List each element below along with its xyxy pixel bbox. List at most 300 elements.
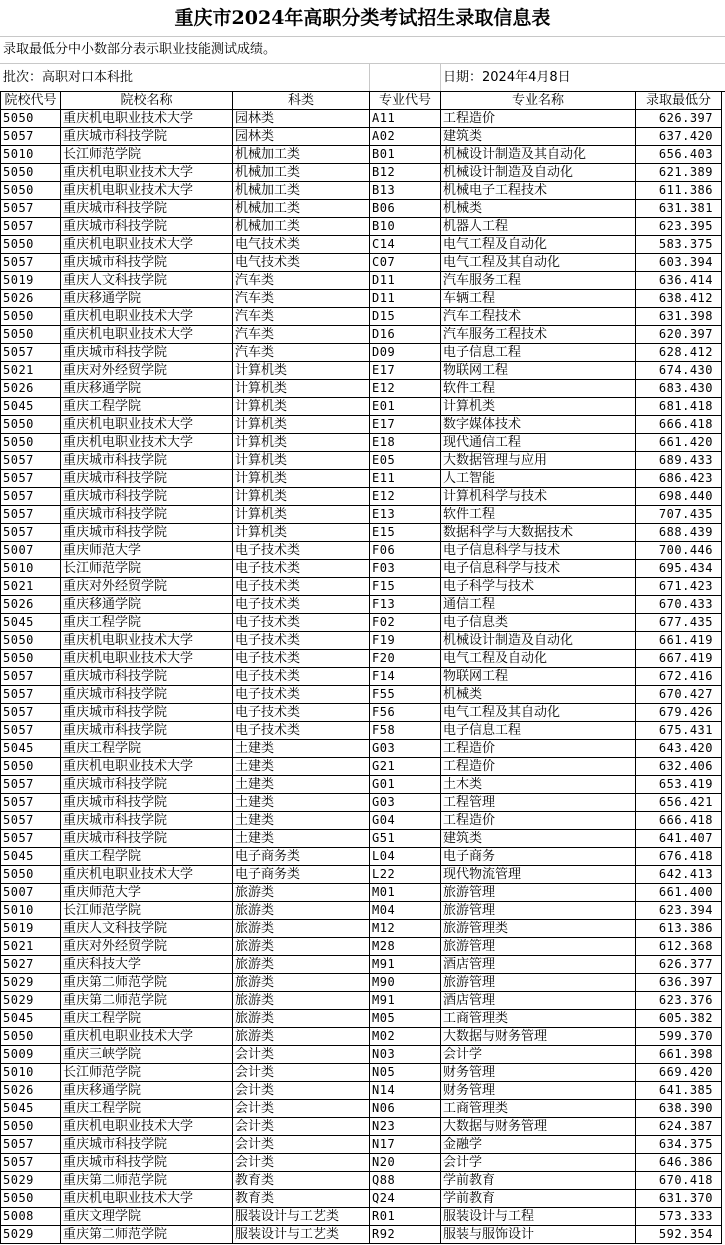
school-code-cell: 5045 <box>1 398 61 416</box>
school-code-cell: 5045 <box>1 1100 61 1118</box>
school-code-cell: 5057 <box>1 254 61 272</box>
table-row <box>1 290 722 308</box>
major-name-cell: 会计学 <box>441 1154 636 1172</box>
category-cell: 机械加工类 <box>233 182 370 200</box>
table-row <box>1 218 722 236</box>
page-title: 重庆市2024年高职分类考试招生录取信息表 <box>0 0 725 37</box>
major-code-cell: G01 <box>370 776 441 794</box>
category-cell: 土建类 <box>233 812 370 830</box>
category-cell: 园林类 <box>233 128 370 146</box>
category-cell: 电气技术类 <box>233 254 370 272</box>
table-row <box>1 722 722 740</box>
category-cell: 园林类 <box>233 110 370 128</box>
min-score-cell: 636.397 <box>636 974 722 992</box>
min-score-cell: 683.430 <box>636 380 722 398</box>
table-row <box>1 488 722 506</box>
school-code-cell: 5021 <box>1 578 61 596</box>
major-code-cell: E01 <box>370 398 441 416</box>
min-score-cell: 700.446 <box>636 542 722 560</box>
major-name-cell: 物联网工程 <box>441 668 636 686</box>
category-cell: 计算机类 <box>233 416 370 434</box>
school-name-cell: 重庆城市科技学院 <box>61 128 233 146</box>
school-code-cell: 5050 <box>1 632 61 650</box>
school-name-cell: 重庆师范大学 <box>61 542 233 560</box>
category-cell: 旅游类 <box>233 956 370 974</box>
table-row <box>1 362 722 380</box>
major-name-cell: 电子信息类 <box>441 614 636 632</box>
school-name-cell: 长江师范学院 <box>61 902 233 920</box>
min-score-cell: 624.387 <box>636 1118 722 1136</box>
school-code-cell: 5057 <box>1 686 61 704</box>
min-score-cell: 671.423 <box>636 578 722 596</box>
table-row <box>1 1082 722 1100</box>
category-cell: 计算机类 <box>233 506 370 524</box>
category-cell: 会计类 <box>233 1064 370 1082</box>
school-code-cell: 5050 <box>1 236 61 254</box>
school-code-cell: 5029 <box>1 992 61 1010</box>
category-cell: 电子技术类 <box>233 560 370 578</box>
min-score-cell: 698.440 <box>636 488 722 506</box>
min-score-cell: 638.390 <box>636 1100 722 1118</box>
batch-label: 批次：高职对口本科批 <box>3 70 134 85</box>
school-code-cell: 5029 <box>1 1172 61 1190</box>
major-code-cell: C07 <box>370 254 441 272</box>
school-name-cell: 重庆人文科技学院 <box>61 920 233 938</box>
min-score-cell: 661.420 <box>636 434 722 452</box>
school-code-cell: 5050 <box>1 650 61 668</box>
min-score-cell: 642.413 <box>636 866 722 884</box>
table-row <box>1 182 722 200</box>
major-name-cell: 电气工程及其自动化 <box>441 254 636 272</box>
major-name-cell: 物联网工程 <box>441 362 636 380</box>
table-row <box>1 794 722 812</box>
school-name-cell: 重庆城市科技学院 <box>61 488 233 506</box>
major-name-cell: 学前教育 <box>441 1190 636 1208</box>
school-name-cell: 重庆城市科技学院 <box>61 704 233 722</box>
school-name-cell: 重庆城市科技学院 <box>61 344 233 362</box>
table-row <box>1 542 722 560</box>
major-code-cell: R92 <box>370 1226 441 1244</box>
min-score-cell: 661.419 <box>636 632 722 650</box>
table-row <box>1 146 722 164</box>
school-name-cell: 重庆城市科技学院 <box>61 254 233 272</box>
min-score-cell: 661.398 <box>636 1046 722 1064</box>
category-cell: 汽车类 <box>233 308 370 326</box>
major-name-cell: 服装设计与工程 <box>441 1208 636 1226</box>
school-name-cell: 重庆移通学院 <box>61 290 233 308</box>
school-code-cell: 5057 <box>1 200 61 218</box>
min-score-cell: 631.370 <box>636 1190 722 1208</box>
major-name-cell: 工程造价 <box>441 110 636 128</box>
major-name-cell: 机械设计制造及自动化 <box>441 164 636 182</box>
school-name-cell: 重庆工程学院 <box>61 740 233 758</box>
school-name-cell: 重庆工程学院 <box>61 614 233 632</box>
min-score-cell: 686.423 <box>636 470 722 488</box>
school-name-cell: 重庆科技大学 <box>61 956 233 974</box>
major-name-cell: 车辆工程 <box>441 290 636 308</box>
school-code-cell: 5057 <box>1 506 61 524</box>
major-name-cell: 电气工程及其自动化 <box>441 704 636 722</box>
category-cell: 旅游类 <box>233 1010 370 1028</box>
category-cell: 会计类 <box>233 1082 370 1100</box>
school-name-cell: 重庆对外经贸学院 <box>61 362 233 380</box>
table-row <box>1 740 722 758</box>
table-row <box>1 866 722 884</box>
major-code-cell: R01 <box>370 1208 441 1226</box>
school-name-cell: 重庆城市科技学院 <box>61 470 233 488</box>
major-name-cell: 会计学 <box>441 1046 636 1064</box>
min-score-cell: 667.419 <box>636 650 722 668</box>
major-code-cell: L22 <box>370 866 441 884</box>
table-row <box>1 326 722 344</box>
major-code-cell: F06 <box>370 542 441 560</box>
school-code-cell: 5057 <box>1 1154 61 1172</box>
major-name-cell: 计算机类 <box>441 398 636 416</box>
min-score-cell: 643.420 <box>636 740 722 758</box>
school-name-cell: 重庆城市科技学院 <box>61 506 233 524</box>
table-row <box>1 1226 722 1244</box>
min-score-cell: 611.386 <box>636 182 722 200</box>
major-name-cell: 人工智能 <box>441 470 636 488</box>
table-row <box>1 686 722 704</box>
school-name-cell: 重庆城市科技学院 <box>61 1136 233 1154</box>
school-code-cell: 5050 <box>1 308 61 326</box>
table-row <box>1 344 722 362</box>
category-cell: 汽车类 <box>233 272 370 290</box>
school-code-cell: 5026 <box>1 380 61 398</box>
min-score-cell: 573.333 <box>636 1208 722 1226</box>
table-row <box>1 758 722 776</box>
category-cell: 机械加工类 <box>233 164 370 182</box>
min-score-cell: 666.418 <box>636 812 722 830</box>
category-cell: 电子技术类 <box>233 542 370 560</box>
table-row <box>1 1190 722 1208</box>
date-label: 日期：2024年4月8日 <box>443 70 571 85</box>
table-row <box>1 704 722 722</box>
min-score-cell: 670.433 <box>636 596 722 614</box>
category-cell: 电子技术类 <box>233 722 370 740</box>
major-name-cell: 工程造价 <box>441 812 636 830</box>
category-cell: 旅游类 <box>233 902 370 920</box>
major-name-cell: 旅游管理 <box>441 884 636 902</box>
major-code-cell: E15 <box>370 524 441 542</box>
min-score-cell: 599.370 <box>636 1028 722 1046</box>
table-row <box>1 452 722 470</box>
major-name-cell: 汽车工程技术 <box>441 308 636 326</box>
major-code-cell: M90 <box>370 974 441 992</box>
min-score-cell: 632.406 <box>636 758 722 776</box>
school-code-cell: 5007 <box>1 884 61 902</box>
table-row <box>1 848 722 866</box>
min-score-cell: 672.416 <box>636 668 722 686</box>
min-score-cell: 638.412 <box>636 290 722 308</box>
table-row <box>1 524 722 542</box>
major-code-cell: M04 <box>370 902 441 920</box>
school-name-cell: 重庆城市科技学院 <box>61 668 233 686</box>
school-name-cell: 重庆机电职业技术大学 <box>61 308 233 326</box>
table-row <box>1 398 722 416</box>
school-code-cell: 5057 <box>1 488 61 506</box>
table-row <box>1 992 722 1010</box>
major-name-cell: 旅游管理 <box>441 974 636 992</box>
min-score-cell: 621.389 <box>636 164 722 182</box>
min-score-cell: 628.412 <box>636 344 722 362</box>
major-code-cell: F02 <box>370 614 441 632</box>
category-cell: 计算机类 <box>233 380 370 398</box>
min-score-cell: 661.400 <box>636 884 722 902</box>
school-name-cell: 重庆城市科技学院 <box>61 1154 233 1172</box>
major-name-cell: 汽车服务工程 <box>441 272 636 290</box>
major-code-cell: N03 <box>370 1046 441 1064</box>
category-cell: 会计类 <box>233 1046 370 1064</box>
category-cell: 汽车类 <box>233 326 370 344</box>
major-name-cell: 现代物流管理 <box>441 866 636 884</box>
min-score-cell: 623.394 <box>636 902 722 920</box>
major-code-cell: M02 <box>370 1028 441 1046</box>
major-code-cell: A02 <box>370 128 441 146</box>
min-score-cell: 637.420 <box>636 128 722 146</box>
category-cell: 土建类 <box>233 794 370 812</box>
major-code-cell: B10 <box>370 218 441 236</box>
major-code-cell: E12 <box>370 380 441 398</box>
school-code-cell: 5027 <box>1 956 61 974</box>
school-name-cell: 重庆机电职业技术大学 <box>61 326 233 344</box>
school-code-cell: 5057 <box>1 830 61 848</box>
table-row <box>1 938 722 956</box>
table-row <box>1 1064 722 1082</box>
table-row <box>1 236 722 254</box>
min-score-cell: 677.435 <box>636 614 722 632</box>
major-name-cell: 数字媒体技术 <box>441 416 636 434</box>
school-code-cell: 5050 <box>1 326 61 344</box>
school-name-cell: 重庆机电职业技术大学 <box>61 758 233 776</box>
school-code-cell: 5050 <box>1 182 61 200</box>
major-name-cell: 软件工程 <box>441 506 636 524</box>
school-code-cell: 5045 <box>1 1010 61 1028</box>
min-score-cell: 688.439 <box>636 524 722 542</box>
min-score-cell: 653.419 <box>636 776 722 794</box>
school-name-cell: 重庆机电职业技术大学 <box>61 1190 233 1208</box>
category-cell: 计算机类 <box>233 488 370 506</box>
major-code-cell: E17 <box>370 362 441 380</box>
school-name-cell: 重庆第二师范学院 <box>61 1172 233 1190</box>
table-row <box>1 254 722 272</box>
category-cell: 计算机类 <box>233 470 370 488</box>
major-code-cell: F13 <box>370 596 441 614</box>
major-name-cell: 财务管理 <box>441 1064 636 1082</box>
school-name-cell: 重庆城市科技学院 <box>61 794 233 812</box>
school-name-cell: 重庆工程学院 <box>61 398 233 416</box>
school-name-cell: 重庆对外经贸学院 <box>61 938 233 956</box>
min-score-cell: 583.375 <box>636 236 722 254</box>
category-cell: 旅游类 <box>233 1028 370 1046</box>
school-code-cell: 5050 <box>1 758 61 776</box>
school-name-cell: 重庆城市科技学院 <box>61 218 233 236</box>
category-cell: 会计类 <box>233 1154 370 1172</box>
school-name-cell: 长江师范学院 <box>61 146 233 164</box>
major-name-cell: 建筑类 <box>441 128 636 146</box>
major-name-cell: 电气工程及自动化 <box>441 236 636 254</box>
school-name-cell: 重庆移通学院 <box>61 380 233 398</box>
category-cell: 电子技术类 <box>233 668 370 686</box>
table-row <box>1 560 722 578</box>
category-cell: 电子商务类 <box>233 866 370 884</box>
school-name-cell: 重庆机电职业技术大学 <box>61 110 233 128</box>
school-name-cell: 重庆机电职业技术大学 <box>61 1118 233 1136</box>
table-row <box>1 1208 722 1226</box>
category-cell: 服装设计与工艺类 <box>233 1226 370 1244</box>
min-score-cell: 623.376 <box>636 992 722 1010</box>
table-row <box>1 1172 722 1190</box>
major-name-cell: 学前教育 <box>441 1172 636 1190</box>
major-code-cell: F03 <box>370 560 441 578</box>
major-name-cell: 机械电子工程技术 <box>441 182 636 200</box>
major-code-cell: M12 <box>370 920 441 938</box>
table-row <box>1 1046 722 1064</box>
school-code-cell: 5057 <box>1 470 61 488</box>
school-code-cell: 5026 <box>1 290 61 308</box>
school-name-cell: 重庆机电职业技术大学 <box>61 416 233 434</box>
school-code-cell: 5045 <box>1 614 61 632</box>
category-cell: 电子技术类 <box>233 614 370 632</box>
min-score-cell: 676.418 <box>636 848 722 866</box>
min-score-cell: 666.418 <box>636 416 722 434</box>
school-name-cell: 重庆城市科技学院 <box>61 722 233 740</box>
major-code-cell: G03 <box>370 740 441 758</box>
min-score-cell: 605.382 <box>636 1010 722 1028</box>
school-code-cell: 5057 <box>1 812 61 830</box>
category-cell: 土建类 <box>233 740 370 758</box>
min-score-cell: 631.398 <box>636 308 722 326</box>
category-cell: 旅游类 <box>233 992 370 1010</box>
category-cell: 机械加工类 <box>233 146 370 164</box>
major-name-cell: 计算机科学与技术 <box>441 488 636 506</box>
min-score-cell: 641.385 <box>636 1082 722 1100</box>
min-score-cell: 670.427 <box>636 686 722 704</box>
major-code-cell: N23 <box>370 1118 441 1136</box>
table-row <box>1 1010 722 1028</box>
table-row <box>1 416 722 434</box>
category-cell: 旅游类 <box>233 884 370 902</box>
min-score-cell: 626.397 <box>636 110 722 128</box>
major-code-cell: M01 <box>370 884 441 902</box>
col-header-min-score: 录取最低分 <box>636 92 722 110</box>
school-code-cell: 5050 <box>1 416 61 434</box>
min-score-cell: 707.435 <box>636 506 722 524</box>
category-cell: 电气技术类 <box>233 236 370 254</box>
school-name-cell: 重庆机电职业技术大学 <box>61 1028 233 1046</box>
major-code-cell: F15 <box>370 578 441 596</box>
major-name-cell: 旅游管理 <box>441 902 636 920</box>
major-code-cell: E12 <box>370 488 441 506</box>
min-score-cell: 623.395 <box>636 218 722 236</box>
table-row <box>1 614 722 632</box>
major-code-cell: G04 <box>370 812 441 830</box>
major-code-cell: D09 <box>370 344 441 362</box>
major-code-cell: D11 <box>370 272 441 290</box>
major-code-cell: F19 <box>370 632 441 650</box>
school-name-cell: 重庆机电职业技术大学 <box>61 632 233 650</box>
major-code-cell: E13 <box>370 506 441 524</box>
major-name-cell: 旅游管理 <box>441 938 636 956</box>
table-row <box>1 470 722 488</box>
min-score-cell: 626.377 <box>636 956 722 974</box>
school-name-cell: 重庆工程学院 <box>61 1100 233 1118</box>
min-score-cell: 641.407 <box>636 830 722 848</box>
school-name-cell: 重庆工程学院 <box>61 1010 233 1028</box>
school-name-cell: 重庆对外经贸学院 <box>61 578 233 596</box>
table-row <box>1 272 722 290</box>
school-code-cell: 5050 <box>1 866 61 884</box>
major-name-cell: 工程造价 <box>441 758 636 776</box>
major-code-cell: E18 <box>370 434 441 452</box>
school-name-cell: 重庆城市科技学院 <box>61 686 233 704</box>
col-header-category: 科类 <box>233 92 370 110</box>
school-code-cell: 5008 <box>1 1208 61 1226</box>
major-name-cell: 机械设计制造及其自动化 <box>441 146 636 164</box>
school-name-cell: 重庆工程学院 <box>61 848 233 866</box>
major-code-cell: G03 <box>370 794 441 812</box>
school-code-cell: 5021 <box>1 938 61 956</box>
major-code-cell: A11 <box>370 110 441 128</box>
school-name-cell: 重庆机电职业技术大学 <box>61 434 233 452</box>
category-cell: 电子商务类 <box>233 848 370 866</box>
major-name-cell: 财务管理 <box>441 1082 636 1100</box>
major-name-cell: 电气工程及自动化 <box>441 650 636 668</box>
table-row <box>1 1100 722 1118</box>
table-row <box>1 308 722 326</box>
school-code-cell: 5026 <box>1 1082 61 1100</box>
school-name-cell: 重庆机电职业技术大学 <box>61 164 233 182</box>
school-code-cell: 5009 <box>1 1046 61 1064</box>
major-name-cell: 汽车服务工程技术 <box>441 326 636 344</box>
table-row <box>1 632 722 650</box>
table-row <box>1 506 722 524</box>
school-code-cell: 5050 <box>1 164 61 182</box>
major-name-cell: 机器人工程 <box>441 218 636 236</box>
school-name-cell: 重庆机电职业技术大学 <box>61 236 233 254</box>
school-name-cell: 重庆城市科技学院 <box>61 524 233 542</box>
school-code-cell: 5057 <box>1 344 61 362</box>
table-row <box>1 1118 722 1136</box>
table-row <box>1 902 722 920</box>
school-code-cell: 5021 <box>1 362 61 380</box>
major-name-cell: 土木类 <box>441 776 636 794</box>
school-name-cell: 重庆机电职业技术大学 <box>61 182 233 200</box>
meta-row <box>0 64 725 92</box>
school-name-cell: 重庆师范大学 <box>61 884 233 902</box>
school-code-cell: 5050 <box>1 1190 61 1208</box>
major-code-cell: F14 <box>370 668 441 686</box>
table-row <box>1 1028 722 1046</box>
table-row <box>1 830 722 848</box>
min-score-cell: 613.386 <box>636 920 722 938</box>
major-code-cell: B13 <box>370 182 441 200</box>
category-cell: 计算机类 <box>233 362 370 380</box>
major-code-cell: E11 <box>370 470 441 488</box>
school-code-cell: 5057 <box>1 524 61 542</box>
table-row <box>1 650 722 668</box>
school-code-cell: 5029 <box>1 1226 61 1244</box>
major-code-cell: B06 <box>370 200 441 218</box>
school-code-cell: 5010 <box>1 1064 61 1082</box>
school-name-cell: 重庆城市科技学院 <box>61 200 233 218</box>
school-code-cell: 5045 <box>1 740 61 758</box>
major-name-cell: 工程造价 <box>441 740 636 758</box>
school-code-cell: 5010 <box>1 902 61 920</box>
school-name-cell: 重庆机电职业技术大学 <box>61 650 233 668</box>
category-cell: 土建类 <box>233 776 370 794</box>
